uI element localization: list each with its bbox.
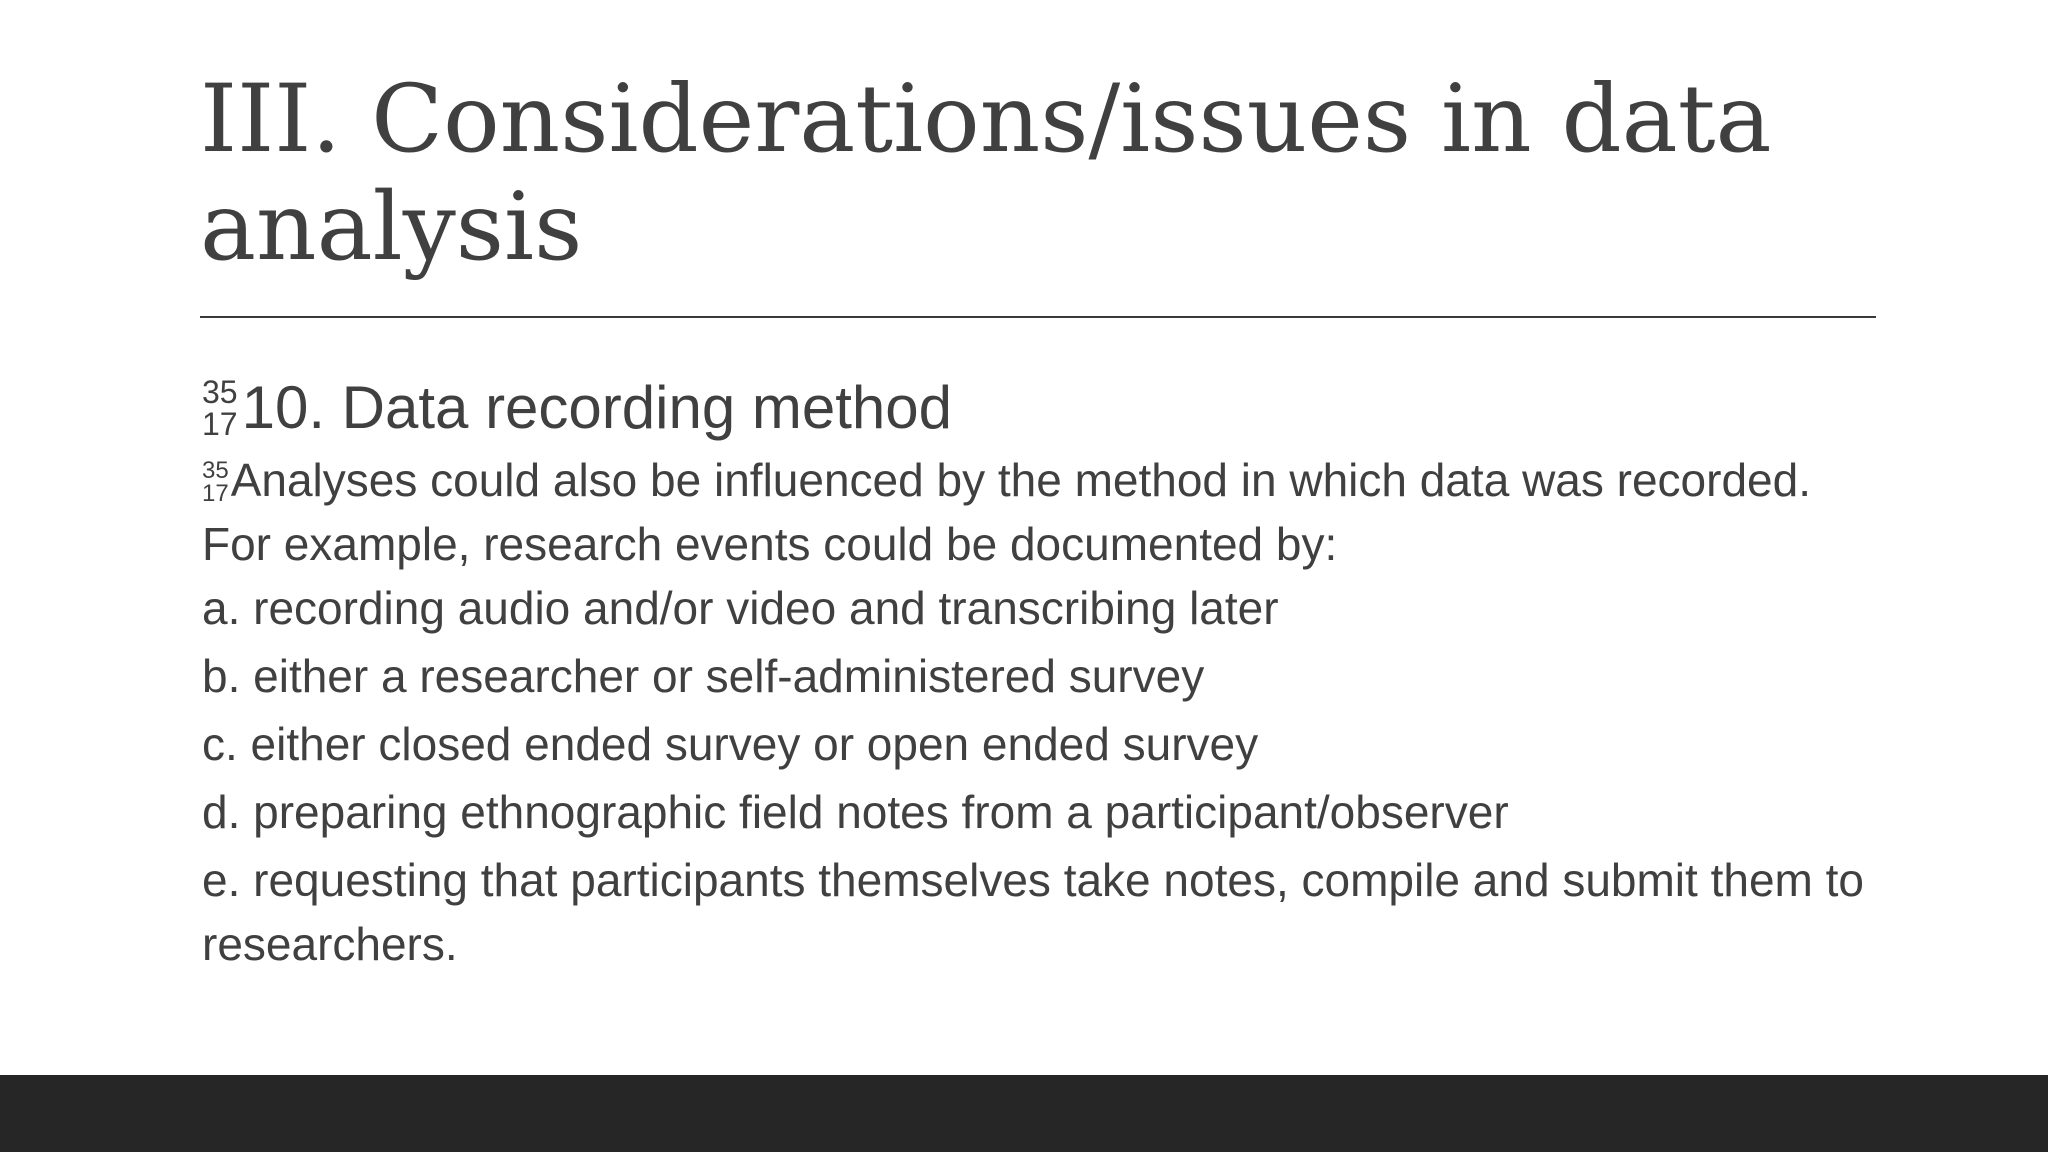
- list-item: b. either a researcher or self-administered survey: [202, 650, 1205, 702]
- intro-text: Analyses could also be influenced by the method in which data was recorded. For example, research events could be documented by:: [202, 454, 1811, 570]
- heading-number-marker: [202, 374, 238, 443]
- heading-text: 10. Data recording method: [241, 374, 953, 441]
- slide-content: [202, 370, 1892, 980]
- title-divider: [200, 316, 1876, 318]
- intro-marker-bottom: 17: [202, 479, 229, 507]
- intro-number-marker: [202, 456, 229, 507]
- heading-marker-bottom: 17: [202, 406, 238, 443]
- section-heading: [202, 370, 1892, 446]
- intro-marker-top: 35: [202, 456, 229, 484]
- slide-title: III. Considerations/issues in data analysis: [200, 65, 1772, 282]
- list-item: a. recording audio and/or video and transcribing later: [202, 582, 1279, 634]
- footer-bar: [0, 1075, 2048, 1152]
- method-list: [202, 576, 1892, 976]
- heading-marker-top: 35: [202, 374, 238, 411]
- list-item: e. requesting that participants themselves take notes, compile and submit them to researchers.: [202, 854, 1864, 970]
- list-item: c. either closed ended survey or open ended survey: [202, 718, 1259, 770]
- intro-paragraph: [202, 448, 1892, 576]
- list-item: d. preparing ethnographic field notes from a participant/observer: [202, 786, 1509, 838]
